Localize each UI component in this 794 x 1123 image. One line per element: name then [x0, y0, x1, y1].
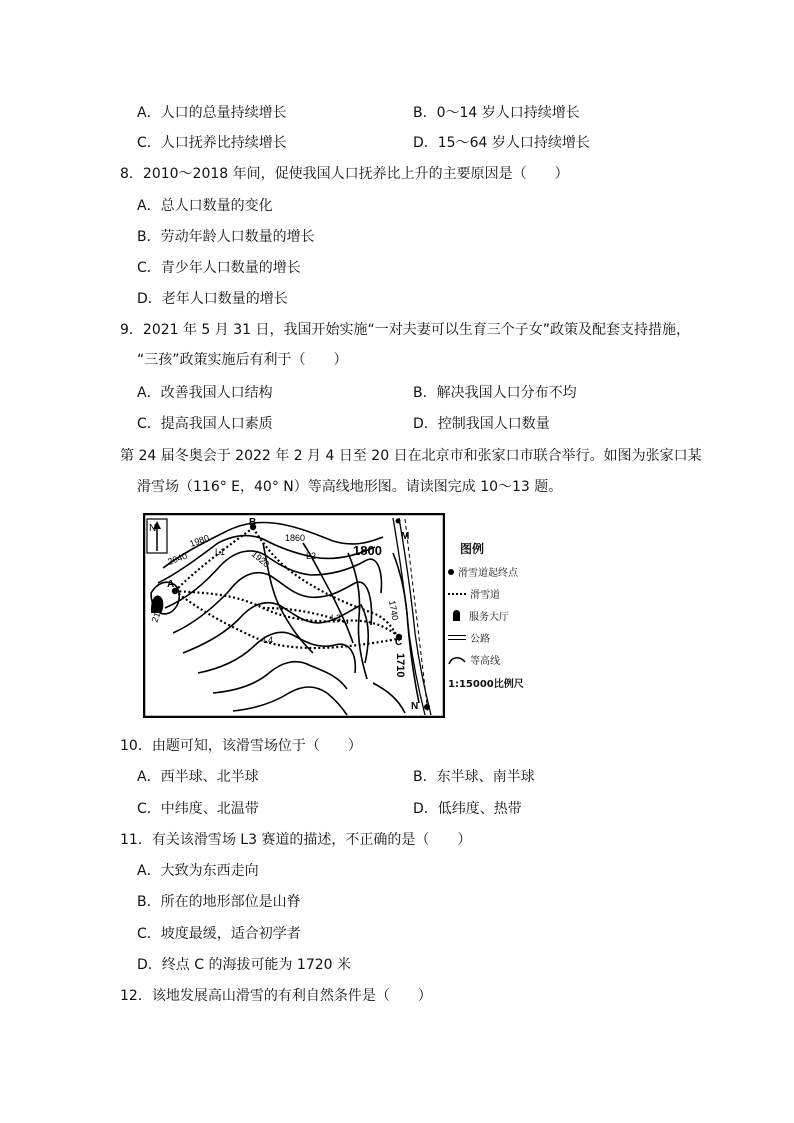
legend-row-trail — [448, 586, 500, 601]
q11-option-a: A．大致为东西走向 — [137, 863, 259, 879]
contour-1800: 1800 — [353, 543, 382, 558]
q10-option-c: C．中纬度、北温带 — [137, 801, 259, 817]
label-b: B — [249, 517, 257, 528]
q9-option-d: D．控制我国人口数量 — [413, 416, 550, 432]
contour-line-icon — [448, 654, 466, 666]
q11-stem: 11．有关该滑雪场 L3 赛道的描述，不正确的是（ ） — [120, 832, 472, 848]
label-l2: L2 — [306, 551, 317, 561]
legend-scale-label: 1:15000比例尺 — [448, 679, 524, 690]
legend-road-label: 公路 — [470, 634, 490, 645]
point-m-marker — [396, 519, 401, 524]
contour-1920: 1920 — [249, 548, 272, 570]
legend-row-contour — [448, 652, 500, 667]
contour-2100: 2100 — [149, 601, 166, 624]
contour-1860: 1860 — [285, 533, 306, 543]
dotted-line-icon — [448, 593, 466, 595]
q11-option-d: D．终点 C 的海拔可能为 1720 米 — [137, 957, 351, 973]
legend-title: 图例 — [460, 542, 485, 556]
label-l4: L4 — [263, 635, 274, 645]
q12-stem: 12．该地发展高山滑雪的有利自然条件是（ ） — [120, 988, 432, 1004]
legend-row-start-end — [448, 564, 518, 579]
label-n: N — [411, 701, 419, 712]
north-label: N — [149, 523, 157, 534]
service-hall-icon — [453, 610, 460, 621]
contour-1710: 1710 — [394, 653, 406, 678]
q9-option-c: C．提高我国人口素质 — [137, 416, 273, 432]
contour-1980: 1980 — [188, 532, 211, 549]
contour-map — [143, 513, 445, 718]
legend-trail-label: 滑雪道 — [470, 590, 500, 601]
q7-option-c: C．人口抚养比持续增长 — [137, 135, 287, 151]
q8-option-a: A．总人口数量的变化 — [137, 198, 273, 214]
q9-option-a: A．改善我国人口结构 — [137, 385, 273, 401]
legend-row-service — [448, 608, 509, 623]
q8-option-b: B．劳动年龄人口数量的增长 — [137, 229, 315, 245]
label-a: A — [167, 579, 175, 590]
q9-option-b: B．解决我国人口分布不均 — [413, 385, 577, 401]
q10-option-a: A．西半球、北半球 — [137, 769, 259, 785]
q11-option-b: B．所在的地形部位是山脊 — [137, 894, 301, 910]
intro-line2: 滑雪场（116° E，40° N）等高线地形图。请读图完成 10～13 题。 — [137, 479, 563, 495]
legend-contour-label: 等高线 — [470, 656, 500, 667]
contour-1740: 1740 — [387, 599, 401, 622]
intro-line1: 第 24 届冬奥会于 2022 年 2 月 4 日至 20 日在北京市和张家口市联合举行。如图为张家口某 — [120, 448, 702, 464]
q8-stem: 8．2010～2018 年间，促使我国人口抚养比上升的主要原因是（ ） — [120, 166, 569, 182]
legend-start-end-label: 滑雪道起终点 — [458, 568, 518, 579]
legend-row-road — [448, 630, 490, 645]
road-icon — [448, 635, 466, 640]
label-l1: L1 — [215, 547, 226, 557]
q10-stem: 10．由题可知，该滑雪场位于（ ） — [120, 738, 362, 754]
q7-option-d: D．15～64 岁人口持续增长 — [413, 135, 590, 151]
q10-option-b: B．东半球、南半球 — [413, 769, 535, 785]
legend-row-scale — [448, 675, 524, 690]
label-l3: L3 — [331, 613, 342, 623]
contour-2040: 2040 — [166, 550, 189, 567]
label-c: C — [395, 637, 403, 648]
q10-option-d: D．低纬度、热带 — [413, 801, 522, 817]
q9-stem-line1: 9．2021 年 5 月 31 日，我国开始实施“一对夫妻可以生育三个子女”政策及配套支持措施， — [120, 322, 691, 338]
label-m: M — [401, 531, 410, 542]
legend-service-label: 服务大厅 — [469, 612, 509, 623]
q8-option-c: C．青少年人口数量的增长 — [137, 260, 301, 276]
q8-option-d: D．老年人口数量的增长 — [137, 291, 288, 307]
q7-option-b: B．0～14 岁人口持续增长 — [413, 105, 580, 121]
q9-stem-line2: “三孩”政策实施后有利于（ ） — [137, 352, 348, 368]
q11-option-c: C．坡度最缓，适合初学者 — [137, 926, 301, 942]
dot-icon — [448, 569, 454, 575]
point-n-marker — [424, 704, 430, 710]
q7-option-a: A．人口的总量持续增长 — [137, 105, 287, 121]
